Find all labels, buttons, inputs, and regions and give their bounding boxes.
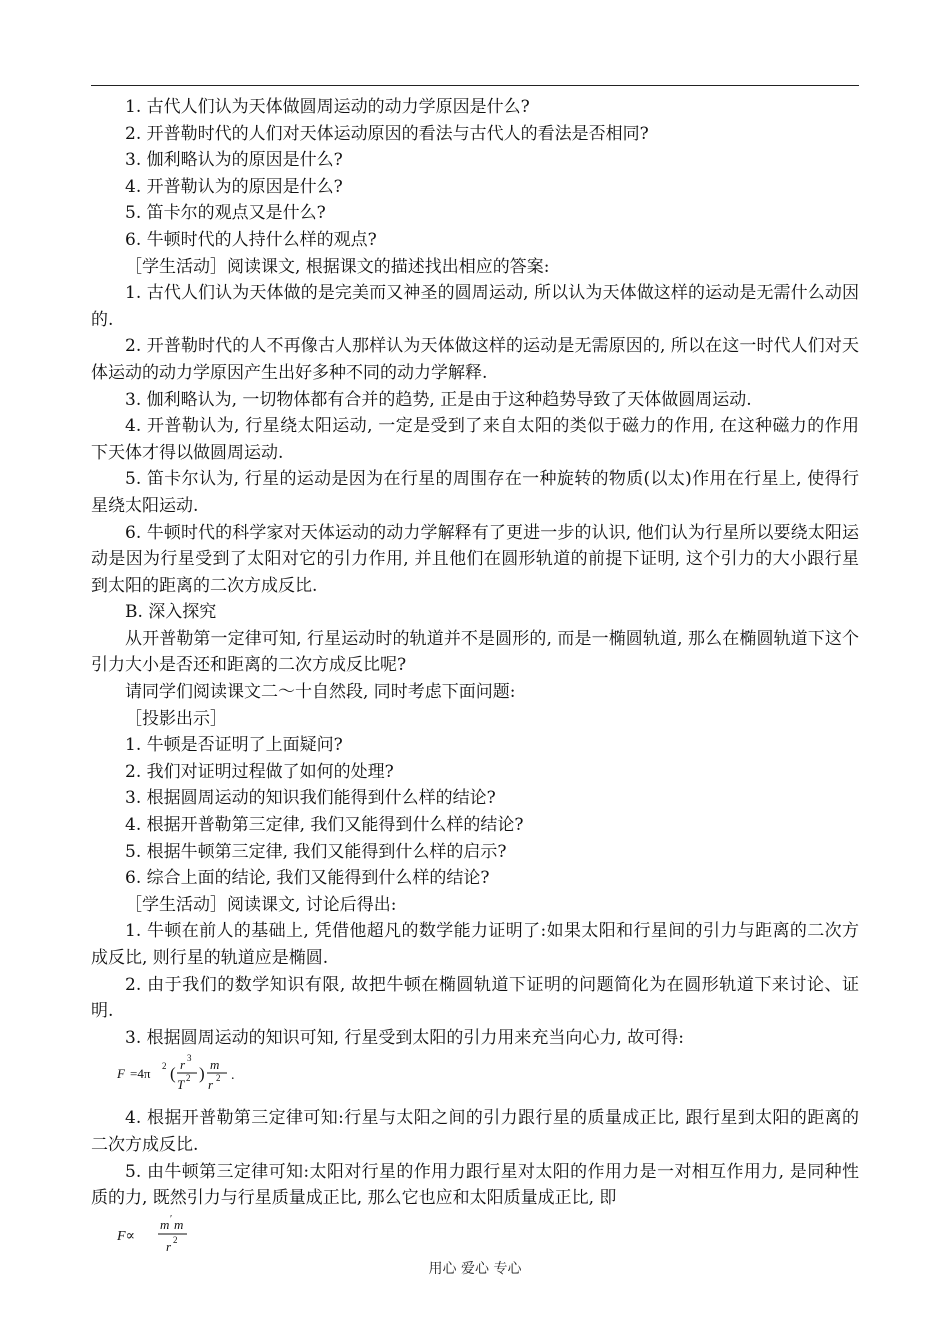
question-2: 2. 开普勒时代的人们对天体运动原因的看法与古代人的看法是否相同? (125, 123, 649, 144)
header-rule (91, 85, 859, 86)
discussion-answer-3: 3. 根据圆周运动的知识可知, 行星受到太阳的引力用来充当向心力, 故可得: (125, 1027, 684, 1048)
question-1: 1. 古代人们认为天体做圆周运动的动力学原因是什么? (125, 97, 530, 117)
discussion-answer-1: 1. 牛顿在前人的基础上, 凭借他超凡的数学能力证明了:如果太阳和行星间的引力与距离的二次方成反比, 则行星的轨道应是椭圆. (91, 921, 859, 968)
centripetal-force-formula (117, 1053, 859, 1099)
formula2-r: r (166, 1238, 172, 1254)
discussion-answer-4: 4. 根据开普勒第三定律可知:行星与太阳之间的引力跟行星的质量成正比, 跟行星到太阳的距离的二次方成反比. (91, 1108, 859, 1155)
formula-m: m (210, 1057, 220, 1073)
projection-question-2: 2. 我们对证明过程做了如何的处理? (125, 761, 394, 782)
instruction-paragraph: 请同学们阅读课文二～十自然段, 同时考虑下面问题: (125, 682, 516, 703)
projection-question-1: 1. 牛顿是否证明了上面疑问? (125, 735, 343, 756)
projection-question-6: 6. 综合上面的结论, 我们又能得到什么样的结论? (125, 868, 490, 889)
page-body (91, 94, 859, 1266)
question-6: 6. 牛顿时代的人持什么样的观点? (125, 229, 377, 250)
answer-5: 5. 笛卡尔认为, 行星的运动是因为在行星的周围存在一种旋转的物质(以太)作用在行星上, 使得行星绕太阳运动. (91, 469, 859, 516)
formula2-m-planet: m (174, 1216, 184, 1232)
formula-eq-4pi: =4π (130, 1066, 151, 1082)
formula-r-den-exp: 2 (216, 1073, 221, 1084)
formula-t-exp: 2 (186, 1073, 191, 1084)
projection-question-3: 3. 根据圆周运动的知识我们能得到什么样的结论? (125, 788, 496, 809)
answer-6: 6. 牛顿时代的科学家对天体运动的动力学解释有了更进一步的认识, 他们认为行星所以要绕太阳运动是因为行星受到了太阳对它的引力作用, 并且他们在圆形轨道的前提下证明, 这个引力的大小跟行星到太阳的距离的二次方成反比. (91, 522, 859, 596)
projection-question-5: 5. 根据牛顿第三定律, 我们又能得到什么样的启示? (125, 841, 507, 862)
formula-r: r (180, 1057, 186, 1073)
intro-paragraph: 从开普勒第一定律可知, 行星运动时的轨道并不是圆形的, 而是一椭圆轨道, 那么在椭圆轨道下这个引力大小是否还和距离的二次方成反比呢? (91, 628, 859, 676)
student-activity-heading: ［学生活动］阅读课文, 根据课文的描述找出相应的答案: (125, 256, 550, 277)
discussion-answer-2: 2. 由于我们的数学知识有限, 故把牛顿在椭圆轨道下证明的问题简化为在圆形轨道下来讨论、证明. (91, 974, 859, 1022)
answer-3: 3. 伽利略认为, 一切物体都有合并的趋势, 正是由于这种趋势导致了天体做圆周运动. (125, 389, 752, 410)
discussion-answer-5: 5. 由牛顿第三定律可知:太阳对行星的作用力跟行星对太阳的作用力是一对相互作用力, 是同种性质的力, 既然引力与行星质量成正比, 那么它也应和太阳质量成正比, 即 (91, 1161, 859, 1209)
formula-r-exp: 3 (187, 1053, 192, 1064)
formula2-m-sun: m (160, 1216, 170, 1232)
student-activity-heading-2: ［学生活动］阅读课文, 讨论后得出: (125, 894, 397, 915)
formula-r-den: r (208, 1077, 214, 1093)
formula2-r-exp: 2 (173, 1234, 178, 1245)
answer-2: 2. 开普勒时代的人不再像古人那样认为天体做这样的运动是无需原因的, 所以在这一时代人们对天体运动的动力学原因产生出好多种不同的动力学解释. (91, 336, 859, 383)
formula-t: T (177, 1077, 185, 1093)
formula-close-paren: ) (199, 1064, 205, 1084)
formula2-f-propto: F∝ (117, 1228, 136, 1244)
projection-question-4: 4. 根据开普勒第三定律, 我们又能得到什么样的结论? (125, 815, 524, 836)
formula-pi-exp: 2 (162, 1061, 167, 1072)
question-5: 5. 笛卡尔的观点又是什么? (125, 203, 326, 224)
formula-period: . (231, 1068, 235, 1084)
gravitation-proportional-formula (117, 1214, 859, 1260)
formula-f: F (117, 1066, 125, 1082)
page-footer: 用心 爱心 专心 (428, 1261, 522, 1277)
question-3: 3. 伽利略认为的原因是什么? (125, 150, 343, 171)
section-heading: B. 深入探究 (125, 602, 217, 623)
projection-heading: ［投影出示］ (125, 708, 227, 729)
formula-open-paren: ( (170, 1064, 176, 1084)
answer-4: 4. 开普勒认为, 行星绕太阳运动, 一定是受到了来自太阳的类似于磁力的作用, 在这种磁力的作用下天体才得以做圆周运动. (91, 416, 859, 463)
formula2-prime: ′ (170, 1213, 173, 1225)
answer-1: 1. 古代人们认为天体做的是完美而又神圣的圆周运动, 所以认为天体做这样的运动是无需什么动因的. (91, 283, 859, 330)
question-4: 4. 开普勒认为的原因是什么? (125, 176, 343, 197)
